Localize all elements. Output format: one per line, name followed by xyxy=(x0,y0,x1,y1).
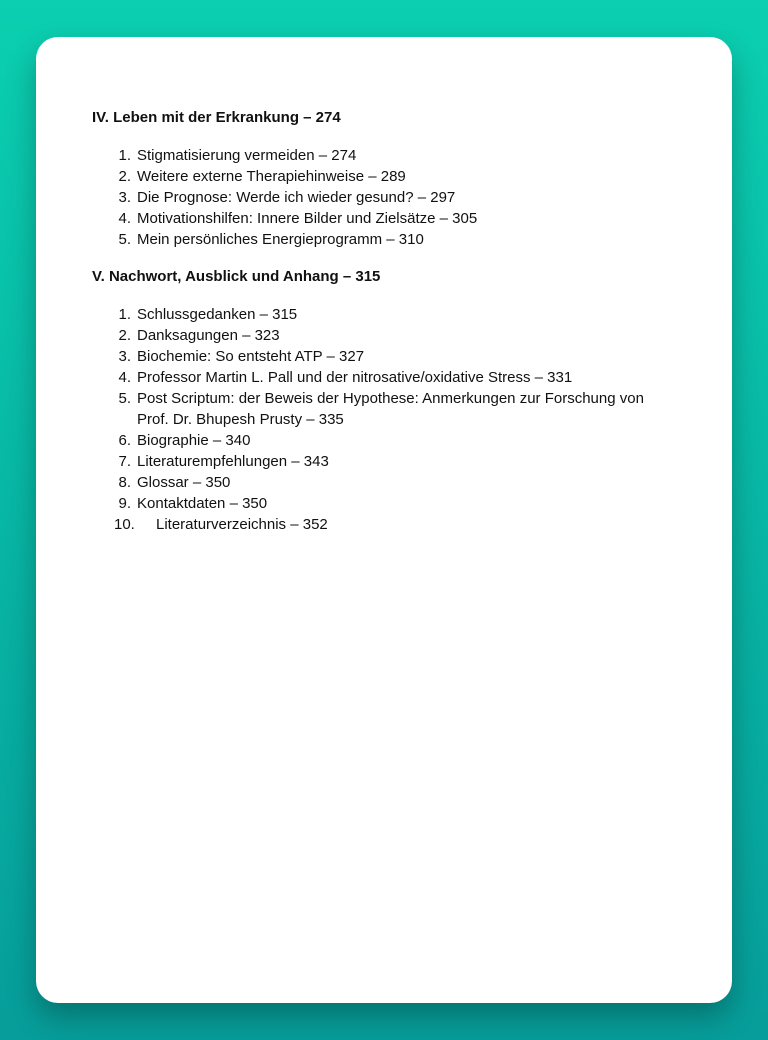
item-number: 10. xyxy=(114,516,135,533)
toc-item xyxy=(92,187,692,208)
item-number: 4. xyxy=(118,369,131,386)
item-number: 5. xyxy=(118,231,131,248)
section-title-v: V. Nachwort, Ausblick und Anhang – 315 xyxy=(92,268,381,285)
item-number: 3. xyxy=(118,189,131,206)
toc-item xyxy=(92,166,692,187)
toc-item xyxy=(92,388,692,430)
toc-item xyxy=(92,229,692,250)
item-text: Danksagungen – 323 xyxy=(137,327,280,344)
item-text: Kontaktdaten – 350 xyxy=(137,495,268,512)
item-number: 7. xyxy=(118,453,131,470)
item-text: Weitere externe Therapiehinweise – 289 xyxy=(137,168,406,185)
toc-item xyxy=(92,325,692,346)
item-number: 1. xyxy=(118,306,131,323)
toc-item xyxy=(92,304,692,325)
item-text: Biographie – 340 xyxy=(137,432,251,449)
item-text: Literaturverzeichnis – 352 xyxy=(156,516,328,533)
toc-item xyxy=(92,367,692,388)
item-number: 2. xyxy=(118,327,131,344)
item-text: Mein persönliches Energieprogramm – 310 xyxy=(137,231,424,248)
toc-item xyxy=(92,493,692,514)
toc-item xyxy=(92,430,692,451)
section-title-iv: IV. Leben mit der Erkrankung – 274 xyxy=(92,109,341,126)
item-text: Post Scriptum: der Beweis der Hypothese: Anmerkungen zur Forschung von Prof. Dr. Bhupesh Prusty – 335 xyxy=(137,390,644,428)
item-text: Biochemie: So entsteht ATP – 327 xyxy=(137,348,365,365)
section-v-list xyxy=(92,304,692,535)
toc-item xyxy=(92,514,692,535)
item-number: 2. xyxy=(118,168,131,185)
toc-item xyxy=(92,208,692,229)
item-number: 1. xyxy=(118,147,131,164)
toc-item xyxy=(92,145,692,166)
item-number: 6. xyxy=(118,432,131,449)
item-text: Motivationshilfen: Innere Bilder und Zielsätze – 305 xyxy=(137,210,478,227)
toc-item xyxy=(92,451,692,472)
table-of-contents xyxy=(92,109,692,553)
toc-item xyxy=(92,346,692,367)
item-number: 4. xyxy=(118,210,131,227)
toc-item xyxy=(92,472,692,493)
item-text: Glossar – 350 xyxy=(137,474,231,491)
item-text: Die Prognose: Werde ich wieder gesund? – 297 xyxy=(137,189,456,206)
item-number: 5. xyxy=(118,390,131,407)
item-text: Literaturempfehlungen – 343 xyxy=(137,453,329,470)
item-number: 8. xyxy=(118,474,131,491)
document-page xyxy=(36,37,732,1003)
item-number: 9. xyxy=(118,495,131,512)
item-number: 3. xyxy=(118,348,131,365)
item-text: Stigmatisierung vermeiden – 274 xyxy=(137,147,357,164)
item-text: Professor Martin L. Pall und der nitrosative/oxidative Stress – 331 xyxy=(137,369,573,386)
item-text: Schlussgedanken – 315 xyxy=(137,306,298,323)
section-iv-list xyxy=(92,145,692,250)
